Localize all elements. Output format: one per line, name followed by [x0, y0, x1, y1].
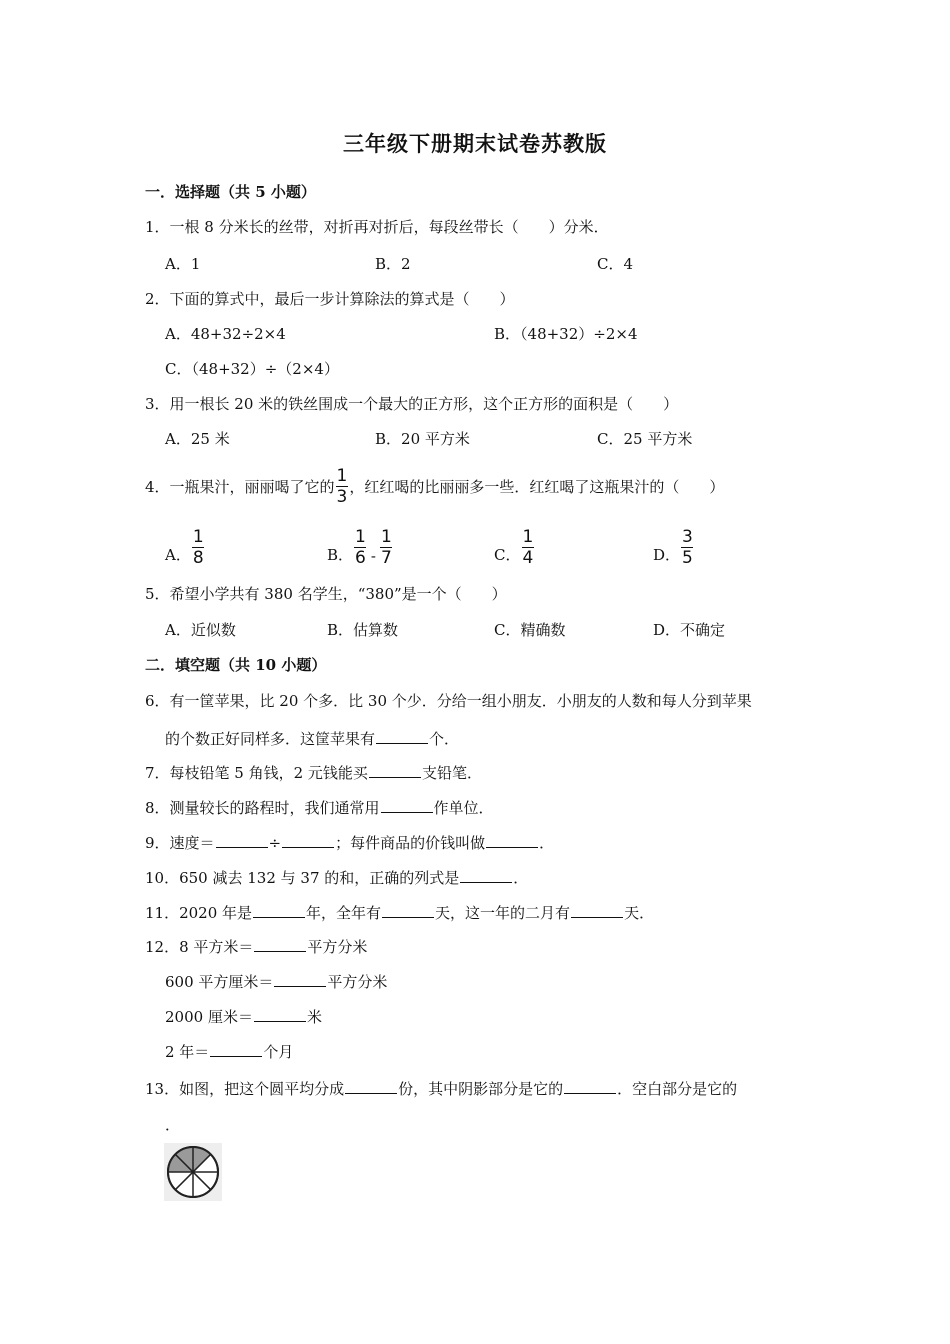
question-4-option-a [165, 519, 206, 567]
fraction-denominator: 5 [682, 548, 693, 568]
page-title: 三年级下册期末试卷苏教版 [343, 131, 607, 156]
fraction-denominator: 8 [192, 548, 204, 568]
section-heading-fill: 二．填空题（共 10 小题） [145, 656, 327, 674]
answer-blank[interactable] [274, 972, 326, 987]
question-2-option-a: A．48+32÷2×4 [165, 325, 286, 343]
fraction-denominator: 3 [336, 486, 348, 507]
question-10 [145, 867, 528, 888]
fraction-denominator: 6 [355, 548, 366, 568]
question-3-option-c: C．25 平方米 [597, 430, 693, 448]
question-12-row-2 [165, 971, 387, 992]
question-text: 600 平方厘米＝ [165, 973, 274, 991]
question-5-option-c: C．精确数 [494, 621, 566, 639]
answer-blank[interactable] [571, 903, 623, 918]
question-text: 年，全年有 [306, 904, 382, 922]
question-text: 天． [624, 904, 655, 922]
question-4-option-b [327, 519, 394, 567]
question-3-option-a: A．25 米 [165, 430, 230, 448]
question-4-stem-fraction [335, 467, 350, 506]
question-text: ；每件商品的价钱叫做 [335, 834, 486, 852]
answer-blank[interactable] [254, 937, 306, 952]
question-text: ． [513, 869, 529, 887]
answer-blank[interactable] [564, 1079, 616, 1094]
option-d-fraction [680, 528, 695, 567]
fraction-numerator: 3 [682, 527, 693, 547]
question-text: 份，其中阴影部分是它的 [398, 1080, 564, 1098]
option-label: B． [327, 546, 354, 564]
question-4-option-c [494, 519, 535, 567]
section-heading-choice: 一．选择题（共 5 小题） [145, 183, 316, 201]
question-text: 7．每枝铅笔 5 角钱，2 元钱能买 [145, 764, 368, 782]
fraction-numerator: 1 [192, 527, 204, 547]
question-1-option-c: C．4 [597, 255, 634, 273]
pie-figure [164, 1143, 222, 1201]
answer-blank[interactable] [382, 903, 434, 918]
answer-blank[interactable] [210, 1042, 262, 1057]
question-8 [145, 797, 494, 818]
question-text: 米 [306, 1008, 322, 1026]
fraction-numerator: 1 [380, 527, 392, 547]
question-text: ． [539, 834, 555, 852]
question-text: 天，这一年的二月有 [435, 904, 571, 922]
option-a-fraction [191, 528, 206, 567]
fraction-denominator: 4 [522, 548, 534, 568]
fraction-numerator: 1 [336, 465, 348, 486]
answer-blank[interactable] [282, 833, 334, 848]
option-b-separator: - [370, 547, 376, 565]
option-label: D． [653, 546, 681, 564]
question-4-stem-after: ，红红喝的比丽丽多一些．红红喝了这瓶果汁的（ ） [349, 477, 725, 496]
question-4-stem-before: 4．一瓶果汁，丽丽喝了它的 [145, 477, 335, 496]
answer-blank[interactable] [376, 729, 428, 744]
question-11 [145, 902, 654, 923]
question-text: 11．2020 年是 [145, 904, 253, 922]
question-5-option-a: A．近似数 [165, 621, 236, 639]
answer-blank[interactable] [345, 1079, 397, 1094]
question-12-row-1 [145, 936, 367, 957]
option-b-fraction-2 [379, 528, 394, 567]
question-text: 个． [429, 730, 460, 748]
question-text: 12．8 平方米＝ [145, 938, 254, 956]
question-text: ．空白部分是它的 [617, 1080, 738, 1098]
question-5-stem: 5．希望小学共有 380 名学生，“380”是一个（ ） [145, 585, 507, 603]
question-7 [145, 762, 482, 783]
question-9 [145, 832, 554, 853]
fraction-denominator: 7 [380, 548, 392, 568]
question-text: 平方分米 [307, 938, 368, 956]
question-text: 的个数正好同样多．这筐苹果有 [165, 730, 376, 748]
option-label: A． [165, 546, 191, 564]
question-5-option-b: B．估算数 [327, 621, 399, 639]
question-text: 8．测量较长的路程时，我们通常用 [145, 799, 380, 817]
option-b-fraction-1 [353, 528, 368, 567]
question-13-end: ． [165, 1116, 181, 1134]
question-12-row-4 [165, 1041, 293, 1062]
question-text: 支铅笔． [421, 764, 482, 782]
answer-blank[interactable] [381, 798, 433, 813]
answer-blank[interactable] [369, 763, 421, 778]
question-2-stem: 2．下面的算式中，最后一步计算除法的算式是（ ） [145, 290, 515, 308]
question-6-line-2 [165, 728, 459, 749]
option-c-fraction [520, 528, 535, 567]
fraction-numerator: 1 [355, 527, 366, 547]
question-3-option-b: B．20 平方米 [375, 430, 470, 448]
question-text: 个月 [263, 1043, 294, 1061]
answer-blank[interactable] [460, 868, 512, 883]
question-text: 作单位． [433, 799, 494, 817]
question-text: 平方分米 [327, 973, 388, 991]
question-text: ÷ [268, 834, 282, 852]
question-3-stem: 3．用一根长 20 米的铁丝围成一个最大的正方形，这个正方形的面积是（ ） [145, 395, 679, 413]
fraction-numerator: 1 [522, 527, 534, 547]
question-2-option-c: C．（48+32）÷（2×4） [165, 360, 339, 378]
option-label: C． [494, 546, 521, 564]
question-2-option-b: B．（48+32）÷2×4 [494, 325, 638, 343]
question-5-option-d: D．不确定 [653, 621, 726, 639]
question-1-stem: 1．一根 8 分米长的丝带，对折再对折后，每段丝带长（ ）分米． [145, 218, 609, 236]
question-text: 13．如图，把这个圆平均分成 [145, 1080, 345, 1098]
question-text: 10．650 减去 132 与 37 的和，正确的列式是 [145, 869, 460, 887]
answer-blank[interactable] [216, 833, 268, 848]
question-text: 2 年＝ [165, 1043, 210, 1061]
question-13 [145, 1078, 737, 1099]
question-4-stem [145, 461, 724, 511]
question-4-option-d [653, 519, 695, 567]
question-12-row-3 [165, 1006, 322, 1027]
answer-blank[interactable] [254, 1007, 306, 1022]
answer-blank[interactable] [253, 903, 305, 918]
answer-blank[interactable] [486, 833, 538, 848]
question-text: 2000 厘米＝ [165, 1008, 253, 1026]
question-1-option-a: A．1 [165, 255, 201, 273]
question-text: 9．速度＝ [145, 834, 215, 852]
question-6-line-1: 6．有一筐苹果，比 20 个多．比 30 个少．分给一组小朋友．小朋友的人数和每人分到苹果 [145, 692, 752, 710]
question-1-option-b: B．2 [375, 255, 411, 273]
